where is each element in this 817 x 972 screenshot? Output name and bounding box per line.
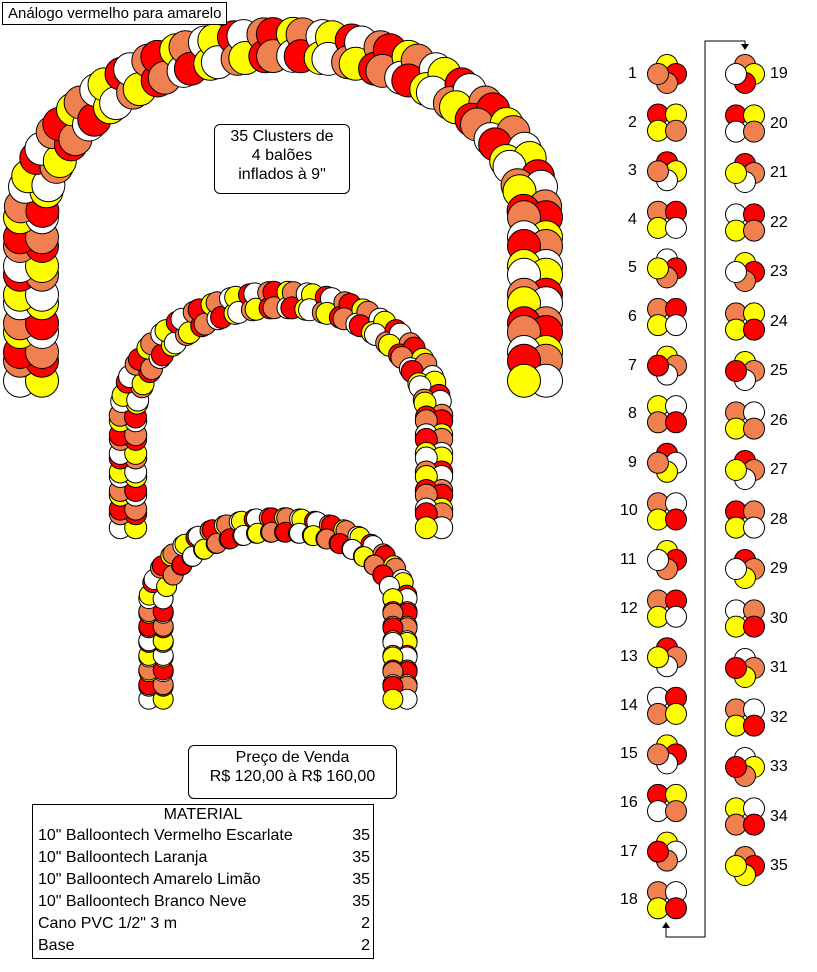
cluster-number: 22 — [770, 213, 788, 231]
cluster-note — [214, 124, 350, 194]
cluster-12 — [648, 590, 687, 627]
cluster-balloon — [648, 647, 669, 668]
cluster-balloon — [726, 460, 747, 481]
cluster-balloon — [726, 658, 747, 679]
cluster-number: 33 — [770, 758, 788, 775]
cluster-note-line: 4 balões — [251, 147, 313, 164]
cluster-14 — [648, 687, 687, 724]
material-item: Base — [38, 937, 75, 954]
material-row — [33, 935, 373, 957]
cluster-balloon — [744, 418, 765, 439]
cluster-number: 18 — [620, 891, 638, 909]
page-title: Análogo vermelho para amarelo — [2, 2, 227, 25]
cluster-number: 31 — [770, 659, 788, 676]
arch-balloon — [508, 364, 541, 397]
material-row — [33, 825, 373, 847]
cluster-balloon — [648, 161, 669, 182]
cluster-9 — [648, 443, 687, 482]
arches — [4, 17, 563, 709]
cluster-33 — [726, 748, 765, 787]
cluster-balloon — [666, 315, 687, 336]
cluster-balloon — [648, 841, 669, 862]
cluster-balloon — [648, 452, 669, 473]
cluster-11 — [648, 541, 687, 580]
material-qty: 35 — [352, 893, 370, 910]
material-qty: 2 — [361, 937, 370, 954]
cluster-balloon — [744, 715, 765, 736]
cluster-balloon — [726, 559, 747, 580]
arch-medium — [109, 281, 453, 538]
material-row — [33, 913, 373, 935]
cluster-27 — [726, 451, 765, 490]
cluster-balloon — [744, 220, 765, 241]
cluster-10 — [648, 493, 687, 530]
cluster-4 — [648, 201, 687, 238]
material-qty: 35 — [352, 849, 370, 866]
cluster-number: 20 — [770, 114, 788, 132]
cluster-number: 30 — [770, 609, 788, 627]
cluster-number: 17 — [620, 842, 638, 860]
material-item: Cano PVC 1/2" 3 m — [38, 915, 178, 932]
material-header: MATERIAL — [163, 806, 243, 823]
cluster-number: 26 — [770, 411, 788, 429]
cluster-balloon — [648, 355, 669, 376]
cluster-balloon — [726, 163, 747, 184]
cluster-8 — [648, 396, 687, 433]
cluster-number: 24 — [770, 312, 788, 330]
cluster-6 — [648, 298, 687, 335]
cluster-16 — [648, 784, 687, 821]
cluster-balloon — [666, 412, 687, 433]
cluster-17 — [648, 832, 687, 871]
price-label: Preço de Venda — [235, 749, 350, 766]
cluster-24 — [726, 303, 765, 340]
cluster-number: 5 — [628, 259, 637, 277]
cluster-number: 12 — [620, 599, 638, 617]
cluster-balloon — [726, 757, 747, 778]
cluster-balloon — [648, 64, 669, 85]
cluster-34 — [726, 798, 765, 835]
material-qty: 35 — [352, 871, 370, 888]
cluster-1 — [648, 55, 687, 94]
cluster-30 — [726, 600, 765, 637]
cluster-21 — [726, 154, 765, 193]
cluster-number: 11 — [620, 551, 637, 568]
cluster-balloon — [666, 606, 687, 627]
cluster-balloon — [666, 120, 687, 141]
cluster-number: 6 — [628, 308, 637, 325]
cluster-number: 8 — [628, 405, 637, 423]
cluster-31 — [726, 649, 765, 688]
cluster-number: 14 — [620, 696, 638, 714]
material-qty: 2 — [361, 915, 370, 932]
cluster-35 — [726, 847, 765, 886]
cluster-balloon — [744, 517, 765, 538]
cluster-number: 1 — [628, 65, 637, 82]
material-row — [33, 847, 373, 869]
material-item: 10" Balloontech Vermelho Escarlate — [38, 827, 293, 844]
cluster-23 — [726, 253, 765, 292]
cluster-balloon — [744, 319, 765, 340]
cluster-3 — [648, 152, 687, 191]
cluster-balloon — [666, 217, 687, 238]
cluster-balloon — [744, 616, 765, 637]
cluster-balloon — [666, 509, 687, 530]
cluster-balloon — [726, 64, 747, 85]
cluster-number: 4 — [628, 210, 637, 228]
cluster-32 — [726, 699, 765, 736]
cluster-number: 3 — [628, 162, 637, 180]
arch-balloon — [383, 689, 403, 709]
cluster-number: 19 — [770, 65, 788, 82]
cluster-note-line: inflados à 9" — [238, 166, 326, 183]
cluster-number: 15 — [620, 745, 638, 763]
cluster-number: 2 — [628, 113, 637, 131]
cluster-note-line: 35 Clusters de — [230, 128, 334, 145]
cluster-15 — [648, 735, 687, 774]
cluster-number: 35 — [770, 857, 788, 874]
cluster-balloon — [666, 801, 687, 822]
cluster-20 — [726, 105, 765, 142]
cluster-number: 32 — [770, 708, 788, 726]
cluster-13 — [648, 638, 687, 677]
cluster-balloon — [666, 898, 687, 919]
cluster-number: 7 — [628, 356, 637, 374]
cluster-balloon — [726, 262, 747, 283]
cluster-18 — [648, 882, 687, 919]
cluster-number: 10 — [620, 502, 638, 520]
price-note — [188, 745, 397, 799]
cluster-28 — [726, 501, 765, 538]
cluster-sequence — [648, 55, 765, 919]
cluster-number: 13 — [620, 648, 638, 666]
material-table — [32, 804, 374, 959]
cluster-number: 25 — [770, 362, 788, 379]
cluster-balloon — [648, 744, 669, 765]
cluster-balloon — [648, 258, 669, 279]
material-item: 10" Balloontech Branco Neve — [38, 893, 247, 910]
material-item: 10" Balloontech Amarelo Limão — [38, 871, 261, 888]
cluster-29 — [726, 550, 765, 589]
arch-small — [139, 508, 417, 709]
material-row — [33, 869, 373, 891]
cluster-22 — [726, 204, 765, 241]
cluster-balloon — [666, 703, 687, 724]
cluster-balloon — [648, 550, 669, 571]
material-row — [33, 891, 373, 913]
arch-large — [4, 17, 563, 397]
cluster-balloon — [726, 856, 747, 877]
cluster-balloon — [744, 814, 765, 835]
cluster-number: 16 — [620, 794, 638, 811]
cluster-balloon — [726, 361, 747, 382]
cluster-2 — [648, 104, 687, 141]
cluster-number: 28 — [770, 510, 788, 528]
material-item: 10" Balloontech Laranja — [38, 849, 208, 866]
cluster-25 — [726, 352, 765, 391]
cluster-19 — [726, 55, 765, 94]
cluster-number: 34 — [770, 807, 788, 825]
cluster-number: 29 — [770, 560, 788, 577]
arch-balloon — [415, 517, 437, 539]
cluster-number: 23 — [770, 263, 788, 280]
cluster-balloon — [744, 121, 765, 142]
material-qty: 35 — [352, 827, 370, 844]
price-range: R$ 120,00 à R$ 160,00 — [209, 768, 376, 785]
cluster-number: 27 — [770, 461, 788, 478]
cluster-number: 21 — [770, 164, 788, 181]
cluster-26 — [726, 402, 765, 439]
cluster-number: 9 — [628, 453, 637, 471]
cluster-5 — [648, 249, 687, 288]
cluster-7 — [648, 346, 687, 385]
